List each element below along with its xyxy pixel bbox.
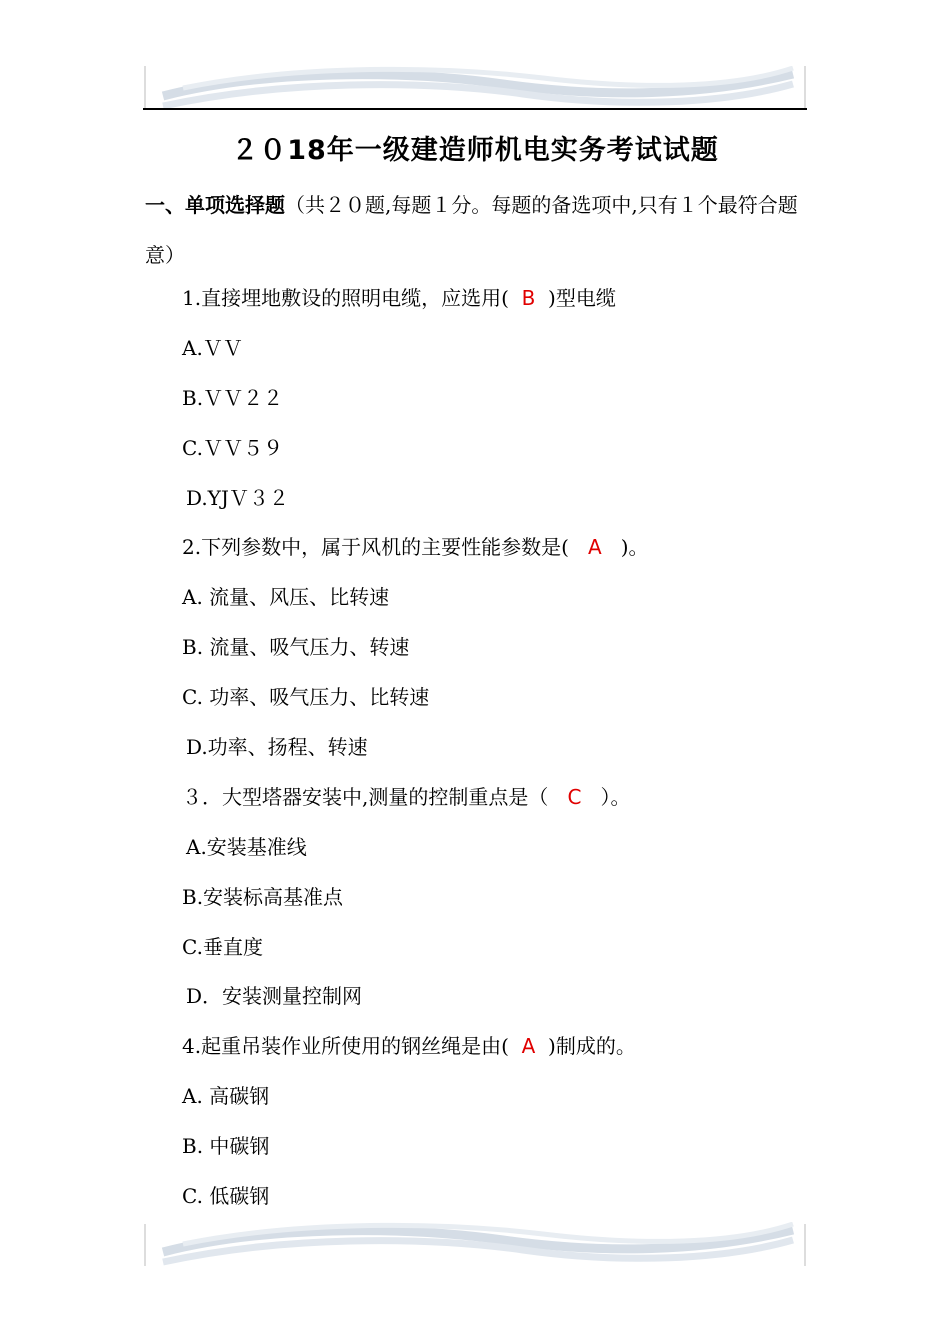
header-decoration <box>143 66 807 112</box>
answer-option: B.安装标高基准点 <box>182 884 344 909</box>
answer-option: C. 低碳钢 <box>182 1184 270 1209</box>
section-heading <box>145 180 805 280</box>
answer-option: B. 中碳钢 <box>182 1134 270 1159</box>
answer-option: C.ＶＶ５９ <box>182 435 283 460</box>
answer-option: D.YJＶ３２ <box>186 485 289 510</box>
answer-option: C.垂直度 <box>182 934 263 959</box>
answer-option: A. 高碳钢 <box>182 1084 270 1109</box>
answer-mark: A <box>587 535 602 560</box>
answer-option: D.功率、扬程、转速 <box>186 735 368 760</box>
section-note: （共２０题,每题１分。每题的备选项中,只有１个最符合题意） <box>145 193 798 267</box>
answer-option: A.安装基准线 <box>186 834 307 859</box>
question-stem: 2.下列参数中，属于风机的主要性能参数是( A )。 <box>182 535 649 560</box>
answer-option: B.ＶＶ２２ <box>182 385 284 410</box>
answer-option: D．安装测量控制网 <box>186 984 363 1009</box>
section-title: 一、单项选择题 <box>145 193 285 217</box>
answer-option: B. 流量、吸气压力、转速 <box>182 635 410 660</box>
page-title: ２０18年一级建造师机电实务考试试题 <box>231 135 719 166</box>
answer-mark: C <box>567 784 582 809</box>
answer-mark: B <box>521 286 536 310</box>
question-list <box>0 275 950 1223</box>
answer-option: C. 功率、吸气压力、比转速 <box>182 685 430 710</box>
question-stem: 4.起重吊装作业所使用的钢丝绳是由( A )制成的。 <box>182 1034 636 1059</box>
header-rule <box>143 108 807 110</box>
answer-option: A.ＶＶ <box>182 335 243 360</box>
footer-decoration <box>143 1222 807 1266</box>
question-stem: ３．大型塔器安装中,测量的控制重点是（ C ）。 <box>182 784 631 809</box>
answer-option: A. 流量、风压、比转速 <box>182 585 390 610</box>
answer-mark: A <box>521 1034 536 1059</box>
question-stem: 1.直接埋地敷设的照明电缆，应选用( B )型电缆 <box>182 286 616 310</box>
